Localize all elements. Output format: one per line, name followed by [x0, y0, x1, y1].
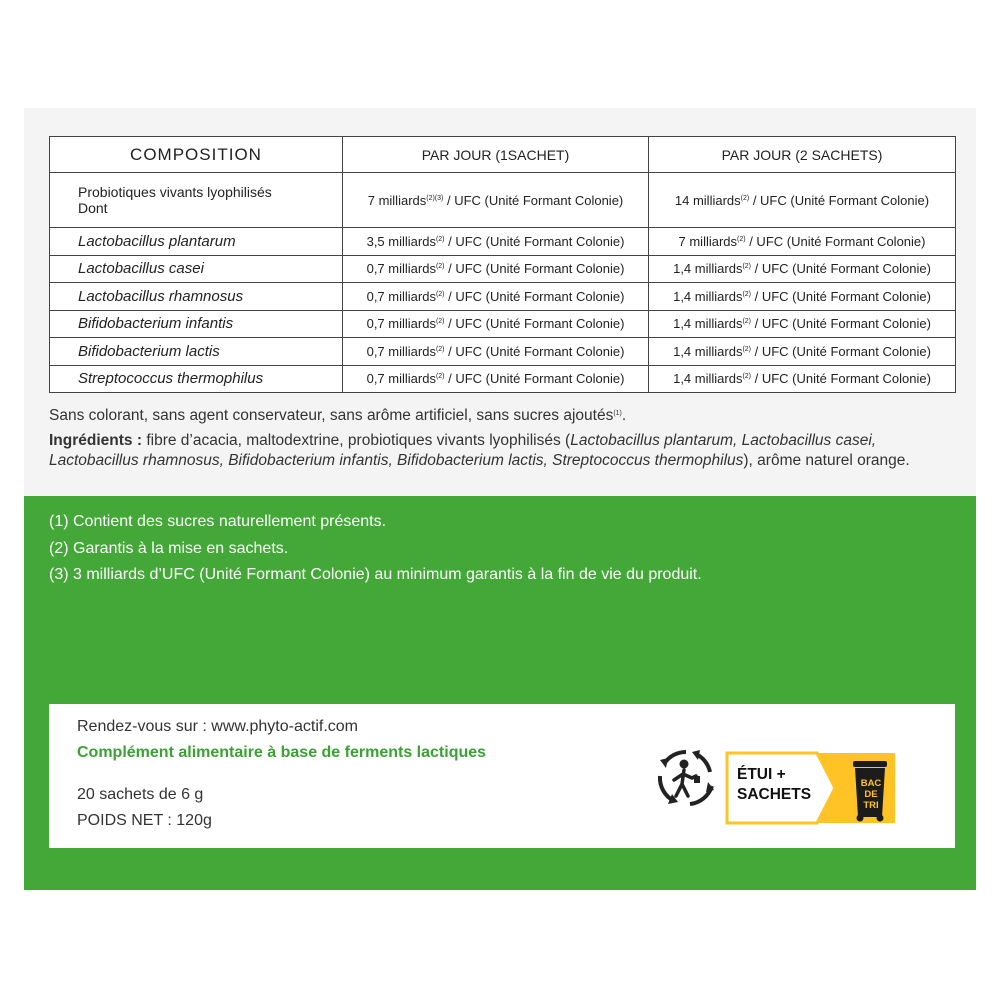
triman-icon: [654, 746, 718, 810]
table-row: [50, 365, 956, 393]
amount: 0,7 milliards: [366, 371, 436, 387]
unit: / UFC (Unité Formant Colonie): [751, 261, 931, 277]
table-header-row: [50, 137, 956, 173]
unit: / UFC (Unité Formant Colonie): [444, 288, 625, 304]
footnote-ref: (2): [435, 235, 445, 243]
cell-two-sachets: [649, 255, 956, 283]
footnote-ref: (2): [742, 263, 752, 271]
sorting-label-line1: ÉTUI +: [737, 766, 786, 783]
cell-two-sachets: [649, 365, 956, 393]
unit: / UFC (Unité Formant Colonie): [444, 316, 625, 332]
row-name: [50, 173, 343, 228]
unit: / UFC (Unité Formant Colonie): [751, 371, 931, 387]
sorting-badge: [725, 751, 897, 825]
row-name: Bifidobacterium infantis: [50, 310, 343, 338]
amount: 7 milliards: [678, 233, 738, 249]
cell-one-sachet: [343, 338, 649, 366]
row-name-line2: Dont: [78, 200, 108, 216]
strain-rows: [50, 228, 956, 393]
row-name: Bifidobacterium lactis: [50, 338, 343, 366]
footnote-ref: (2): [435, 290, 445, 298]
footnote-ref: (2): [740, 194, 750, 202]
footnote-ref: (2): [742, 318, 752, 326]
amount: 0,7 milliards: [366, 316, 436, 332]
unit: / UFC (Unité Formant Colonie): [749, 192, 930, 208]
amount: 0,7 milliards: [366, 288, 436, 304]
footnote-3: (3) 3 milliards d’UFC (Unité Formant Colonie) au minimum garantis à la fin de vie du produit.: [49, 566, 702, 583]
footnote-ref: (2): [435, 318, 445, 326]
row-name: Lactobacillus casei: [50, 255, 343, 283]
amount: 7 milliards: [367, 192, 427, 208]
bin-label-line3: TRI: [863, 800, 879, 811]
amount: 1,4 milliards: [673, 316, 743, 332]
cell-one-sachet: [343, 173, 649, 228]
cell-two-sachets: [649, 228, 956, 256]
unit: / UFC (Unité Formant Colonie): [745, 233, 926, 249]
cell-two-sachets: [649, 338, 956, 366]
header-composition: COMPOSITION: [50, 137, 343, 173]
footnote-ref: (2): [742, 373, 752, 381]
amount: 0,7 milliards: [366, 261, 436, 277]
cell-one-sachet: [343, 365, 649, 393]
footnote-2: (2) Garantis à la mise en sachets.: [49, 539, 289, 557]
footnote-ref: (2)(3): [426, 194, 444, 202]
footnote-ref: (2): [435, 263, 445, 271]
ingredients-part-a: fibre d’acacia, maltodextrine, probiotiques vivants lyophilisés (: [142, 432, 571, 449]
row-name: Lactobacillus rhamnosus: [50, 283, 343, 311]
unit: / UFC (Unité Formant Colonie): [751, 343, 931, 359]
ingredients-part-b: ), arôme naturel orange.: [743, 452, 910, 469]
header-one-sachet: PAR JOUR (1SACHET): [343, 137, 649, 173]
header-two-sachets: PAR JOUR (2 SACHETS): [649, 137, 956, 173]
row-name: Lactobacillus plantarum: [50, 228, 343, 256]
footnote-ref: (2): [737, 235, 746, 243]
product-info-box: [49, 704, 955, 848]
bin-label-line2: DE: [864, 789, 878, 800]
amount: 14 milliards: [674, 192, 741, 208]
unit: / UFC (Unité Formant Colonie): [444, 233, 625, 249]
footnote-ref: (2): [435, 345, 445, 353]
cell-two-sachets: [649, 283, 956, 311]
cell-one-sachet: [343, 310, 649, 338]
table-row: [50, 283, 956, 311]
table-row: [50, 338, 956, 366]
amount: 1,4 milliards: [673, 371, 743, 387]
unit: / UFC (Unité Formant Colonie): [444, 261, 625, 277]
amount: 3,5 milliards: [366, 233, 436, 249]
free-from-text: Sans colorant, sans agent conservateur, sans arôme artificiel, sans sucres ajoutés$^{(1)}$.: [49, 407, 627, 424]
footnote-ref: (2): [742, 345, 752, 353]
bin-label-line1: BAC: [860, 778, 882, 789]
cell-one-sachet: [343, 255, 649, 283]
footnote-ref: (1): [613, 410, 622, 417]
amount: 0,7 milliards: [366, 343, 436, 359]
product-tagline: Complément alimentaire à base de ferments lactiques: [77, 744, 487, 761]
ingredients-strains: Lactobacillus plantarum, Lactobacillus casei, Lactobacillus rhamnosus, Bifidobacterium infantis, Bifidobacterium lactis, Streptococcus thermophilus: [49, 432, 877, 469]
table-row: [50, 255, 956, 283]
notes-block: [49, 404, 969, 471]
footnotes: [49, 509, 702, 589]
table-row: [50, 173, 956, 228]
ingredients-label: Ingrédients :: [49, 432, 143, 449]
footnote-ref: (2): [742, 290, 752, 298]
bin-label: [856, 778, 886, 811]
unit: / UFC (Unité Formant Colonie): [443, 192, 624, 208]
row-name-line1: Probiotiques vivants lyophilisés: [78, 184, 272, 200]
unit: / UFC (Unité Formant Colonie): [751, 288, 931, 304]
unit: / UFC (Unité Formant Colonie): [444, 371, 625, 387]
sorting-label-line2: SACHETS: [737, 786, 812, 803]
amount: 1,4 milliards: [673, 288, 743, 304]
website-line: Rendez-vous sur : www.phyto-actif.com: [77, 718, 358, 735]
amount: 1,4 milliards: [673, 261, 743, 277]
footnote-1: (1) Contient des sucres naturellement présents.: [49, 513, 387, 530]
ingredients-text: [49, 431, 969, 471]
table-row: [50, 310, 956, 338]
unit: / UFC (Unité Formant Colonie): [751, 316, 931, 332]
row-name: Streptococcus thermophilus: [50, 365, 343, 393]
unit: / UFC (Unité Formant Colonie): [444, 343, 625, 359]
net-weight: POIDS NET : 120g: [77, 812, 212, 829]
table-row: [50, 228, 956, 256]
footnote-ref: (2): [435, 373, 445, 381]
sorting-label: [737, 765, 811, 805]
cell-two-sachets: [649, 310, 956, 338]
amount: 1,4 milliards: [673, 343, 743, 359]
free-from-main: Sans colorant, sans agent conservateur, sans arôme artificiel, sans sucres ajoutés: [49, 407, 614, 424]
composition-table: [49, 136, 956, 393]
product-info-text: [77, 714, 486, 834]
cell-one-sachet: [343, 228, 649, 256]
cell-one-sachet: [343, 283, 649, 311]
sachet-count: 20 sachets de 6 g: [77, 786, 204, 803]
cell-two-sachets: [649, 173, 956, 228]
